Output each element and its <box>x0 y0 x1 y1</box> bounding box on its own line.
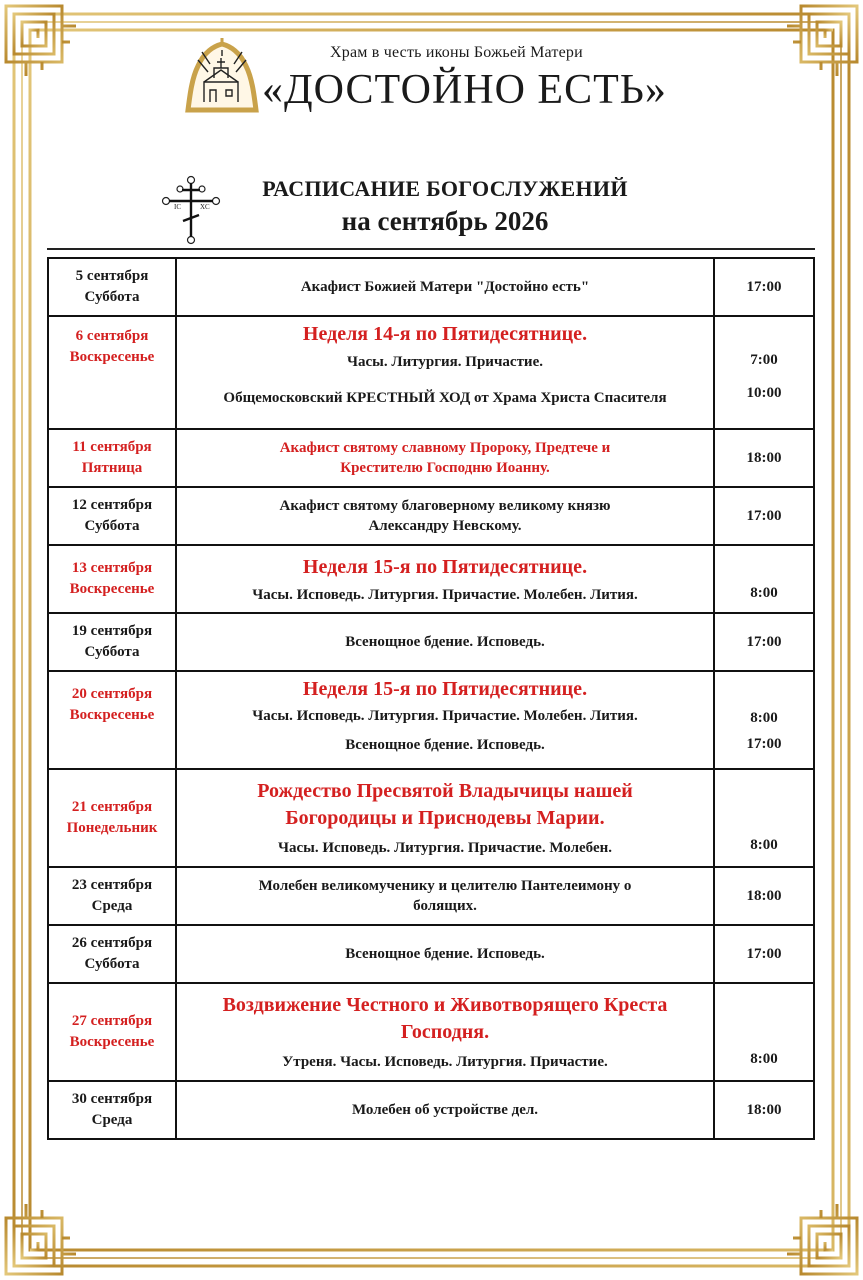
feast-title: Неделя 15-я по Пятидесятнице. <box>302 555 588 578</box>
date-cell: 21 сентября Понедельник <box>48 769 176 867</box>
svg-text:IC: IC <box>174 203 181 211</box>
table-row <box>48 487 814 545</box>
time-cell: 17:00 <box>714 258 814 316</box>
date-cell: 12 сентября Суббота <box>48 487 176 545</box>
schedule-table <box>47 257 815 1140</box>
date-cell: 19 сентября Суббота <box>48 613 176 671</box>
schedule-title-line1: РАСПИСАНИЕ БОГОСЛУЖЕНИЙ <box>262 176 628 201</box>
date-cell: 13 сентября Воскресенье <box>48 545 176 613</box>
service-cell: Акафист Божией Матери "Достойно есть" <box>176 258 714 316</box>
time-cell: 17:00 <box>714 613 814 671</box>
church-title: «ДОСТОЙНО ЕСТЬ» <box>262 67 667 113</box>
service-cell: Акафист святому благоверному великому князю Александру Невскому. <box>176 487 714 545</box>
table-row <box>48 925 814 983</box>
table-row <box>48 429 814 487</box>
service-cell: Рождество Пресвятой Владычицы нашей Богородицы и Приснодевы Марии. Часы. Исповедь. Литургия. Причастие. Молебен. <box>176 769 714 867</box>
schedule-title <box>240 176 650 237</box>
date-cell: 20 сентября Воскресенье <box>48 671 176 769</box>
time-cell: 7:00 10:00 <box>714 316 814 429</box>
date-cell: 26 сентября Суббота <box>48 925 176 983</box>
service-cell: Неделя 15-я по Пятидесятнице. Часы. Исповедь. Литургия. Причастие. Молебен. Лития. <box>176 545 714 613</box>
church-logo-icon <box>180 38 264 114</box>
time-cell: 17:00 <box>714 925 814 983</box>
svg-text:XC: XC <box>200 203 210 211</box>
time-cell: 18:00 <box>714 867 814 925</box>
service-cell: Всенощное бдение. Исповедь. <box>176 613 714 671</box>
service-cell: Акафист святому славному Пророку, Предтече и Крестителю Господню Иоанну. <box>176 429 714 487</box>
date-cell: 30 сентября Среда <box>48 1081 176 1139</box>
orthodox-cross-icon <box>160 175 222 245</box>
table-row <box>48 671 814 769</box>
table-row <box>48 1081 814 1139</box>
date-cell: 27 сентября Воскресенье <box>48 983 176 1081</box>
time-cell: 18:00 <box>714 1081 814 1139</box>
service-cell: Молебен великомученику и целителю Пантелеимону о болящих. <box>176 867 714 925</box>
feast-title: Воздвижение Честного и Животворящего Креста <box>222 994 668 1016</box>
time-cell: 8:00 17:00 <box>714 671 814 769</box>
time-cell: 8:00 <box>714 769 814 867</box>
title-divider <box>47 248 815 250</box>
time-cell: 17:00 <box>714 487 814 545</box>
church-subtitle: Храм в честь иконы Божьей Матери <box>330 44 583 61</box>
table-row <box>48 545 814 613</box>
service-cell: Всенощное бдение. Исповедь. <box>176 925 714 983</box>
time-cell: 8:00 <box>714 545 814 613</box>
feast-title: Рождество Пресвятой Владычицы нашей <box>257 780 633 802</box>
date-cell: 23 сентября Среда <box>48 867 176 925</box>
table-row <box>48 867 814 925</box>
service-cell: Неделя 15-я по Пятидесятнице. Часы. Исповедь. Литургия. Причастие. Молебен. Лития. Всенощное бдение. Исповедь. <box>176 671 714 769</box>
table-row <box>48 983 814 1081</box>
time-cell: 8:00 <box>714 983 814 1081</box>
table-row <box>48 613 814 671</box>
table-row <box>48 769 814 867</box>
table-row <box>48 316 814 429</box>
service-cell: Неделя 14-я по Пятидесятнице. Часы. Литургия. Причастие. Общемосковский КРЕСТНЫЙ ХОД от Храма Христа Спасителя <box>176 316 714 429</box>
time-cell: 18:00 <box>714 429 814 487</box>
feast-title: Неделя 14-я по Пятидесятнице. <box>302 323 588 345</box>
date-cell: 5 сентября Суббота <box>48 258 176 316</box>
table-row <box>48 258 814 316</box>
service-cell: Воздвижение Честного и Животворящего Креста Господня. Утреня. Часы. Исповедь. Литургия. Причастие. <box>176 983 714 1081</box>
schedule-title-line2: на сентябрь 2026 <box>341 206 549 236</box>
date-cell: 11 сентября Пятница <box>48 429 176 487</box>
feast-title: Неделя 15-я по Пятидесятнице. <box>302 678 588 700</box>
service-cell: Молебен об устройстве дел. <box>176 1081 714 1139</box>
date-cell: 6 сентября Воскресенье <box>48 316 176 429</box>
